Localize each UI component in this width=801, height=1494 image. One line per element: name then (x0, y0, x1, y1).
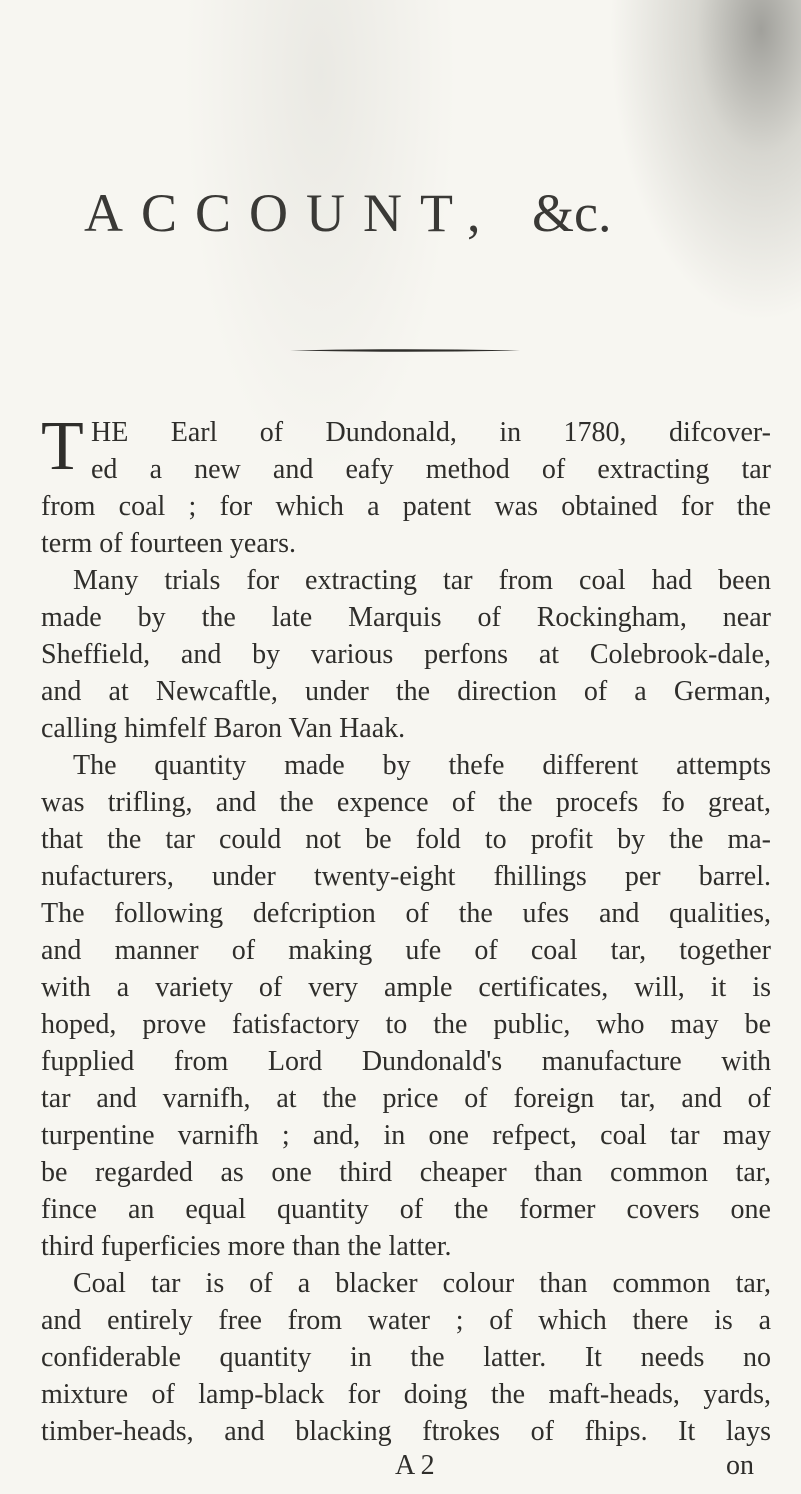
text-line: fupplied from Lord Dundonald's manufacture with (41, 1046, 771, 1077)
text-line: Coal tar is of a blacker colour than common tar, (73, 1268, 771, 1299)
drop-cap: T (41, 408, 84, 485)
text-line: nufacturers, under twenty-eight fhillings per barrel. (41, 861, 771, 892)
text-line: with a variety of very ample certificates, will, it is (41, 972, 771, 1003)
text-line: The following defcription of the ufes and qualities, (41, 898, 771, 929)
text-line: Many trials for extracting tar from coal had been (73, 565, 771, 596)
text-line: turpentine varnifh ; and, in one refpect, coal tar may (41, 1120, 771, 1151)
text-line: mixture of lamp-black for doing the maft-heads, yards, (41, 1379, 771, 1410)
text-line-content: HE Earl of Dundonald, in 1780, difcover- (91, 417, 771, 448)
text-line: tar and varnifh, at the price of foreign tar, and of (41, 1083, 771, 1114)
text-line: and manner of making ufe of coal tar, together (41, 935, 771, 966)
signature-mark: A 2 (395, 1450, 435, 1481)
text-line: and at Newcaftle, under the direction of a German, (41, 676, 771, 707)
text-line: ed a new and eafy method of extracting tar (91, 454, 771, 485)
text-line: hoped, prove fatisfactory to the public, who may be (41, 1009, 771, 1040)
page-footer (0, 1450, 801, 1490)
text-line: The quantity made by thefe different attempts (73, 750, 771, 781)
text-line: made by the late Marquis of Rockingham, near (41, 602, 771, 633)
text-line: confiderable quantity in the latter. It needs no (41, 1342, 771, 1373)
text-line: third fuperficies more than the latter. (41, 1231, 452, 1262)
text-line: was trifling, and the expence of the procefs fo great, (41, 787, 771, 818)
decorative-rule (290, 349, 520, 352)
chapter-heading (84, 182, 724, 244)
text-line: calling himfelf Baron Van Haak. (41, 713, 406, 744)
catchword: on (726, 1450, 754, 1481)
text-line: be regarded as one third cheaper than common tar, (41, 1157, 771, 1188)
heading-etc: &c. (532, 183, 612, 243)
text-line: term of fourteen years. (41, 528, 296, 559)
text-line: from coal ; for which a patent was obtained for the (41, 491, 771, 522)
heading-title: ACCOUNT, (84, 183, 499, 243)
text-line: timber-heads, and blacking ftrokes of fhips. It lays (41, 1416, 771, 1447)
body-text (41, 408, 771, 1450)
text-line: and entirely free from water ; of which there is a (41, 1305, 771, 1336)
text-line: Sheffield, and by various perfons at Colebrook-dale, (41, 639, 771, 670)
text-line: that the tar could not be fold to profit by the ma- (41, 824, 771, 855)
text-line: fince an equal quantity of the former covers one (41, 1194, 771, 1225)
